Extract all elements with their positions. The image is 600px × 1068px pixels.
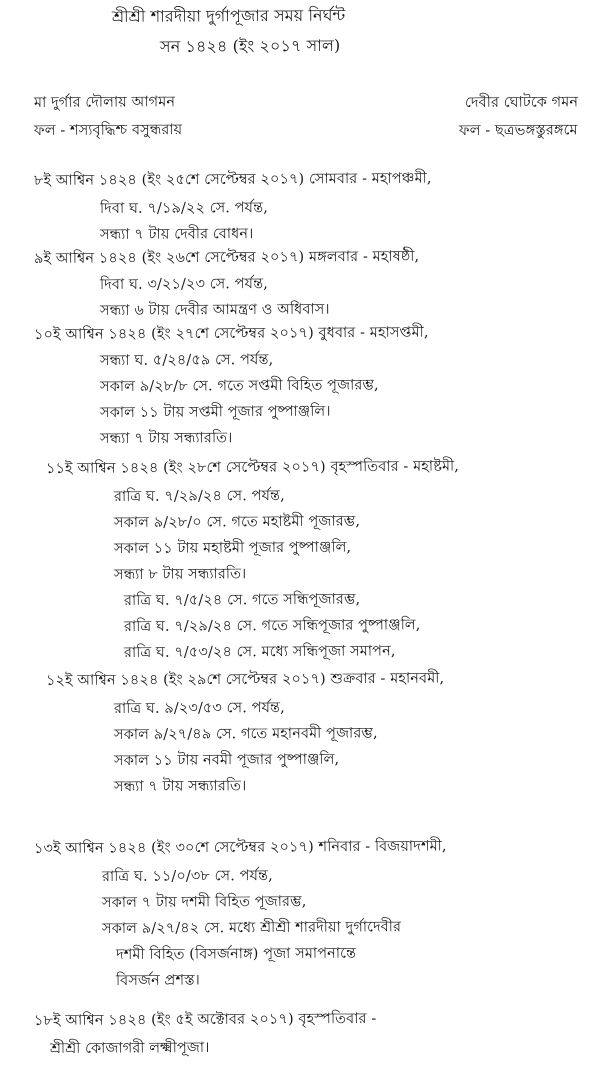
day-line: রাত্রি ঘ. ৭/৫/২৪ সে. গতে সন্ধিপূজারম্ভ, bbox=[123, 591, 361, 609]
day-line: সন্ধ্যা ৭ টায় সন্ধ্যারতি। bbox=[99, 430, 233, 447]
day-heading: ১৮ই আশ্বিন ১৪২৪ (ইং ৫ই অক্টোবর ২০১৭) বৃহস্পতিবার - bbox=[33, 1010, 377, 1029]
page-title: শ্রীশ্রী শারদীয়া দুর্গাপূজার সময় নির্ঘন্ট bbox=[111, 5, 346, 26]
day-line: সকাল ৯/২৭/৪২ সে. মধ্যে শ্রীশ্রী শারদীয়া দুর্গাদেবীর bbox=[101, 919, 402, 937]
day-line: দিবা ঘ. ৩/২১/২৩ সে. পর্যন্ত, bbox=[99, 275, 268, 293]
day-line: রাত্রি ঘ. ১১/০/৩৮ সে. পর্যন্ত, bbox=[101, 867, 273, 885]
day-line: রাত্রি ঘ. ৯/২৩/৫৩ সে. পর্যন্ত, bbox=[113, 699, 285, 717]
day-line: রাত্রি ঘ. ৭/২৯/২৪ সে. গতে সন্ধিপূজার পুষ্পাঞ্জলি, bbox=[123, 617, 421, 635]
day-line: সন্ধ্যা ৬ টায় দেবীর আমন্ত্রণ ও অধিবাস। bbox=[99, 301, 330, 319]
day-line: দিবা ঘ. ৭/১৯/২২ সে. পর্যন্ত, bbox=[99, 199, 268, 217]
day-heading: ১২ই আশ্বিন ১৪২৪ (ইং ২৯শে সেপ্টেম্বর ২০১৭) শুক্রবার - মহানবমী, bbox=[45, 670, 445, 689]
day-heading: ১৩ই আশ্বিন ১৪২৪ (ইং ৩০শে সেপ্টেম্বর ২০১৭) শনিবার - বিজয়াদশমী, bbox=[33, 838, 447, 857]
day-line: রাত্রি ঘ. ৭/২৯/২৪ সে. পর্যন্ত, bbox=[113, 487, 285, 505]
arrival-text: মা দুর্গার দৌলায় আগমন bbox=[33, 94, 176, 111]
day-line: সকাল ১১ টায় নবমী পূজার পুষ্পাঞ্জলি, bbox=[113, 751, 340, 769]
day-line: সকাল ৭ টায় দশমী বিহিত পূজারম্ভ, bbox=[101, 893, 307, 911]
day-line: শ্রীশ্রী কোজাগরী লক্ষ্মীপূজা। bbox=[49, 1040, 210, 1057]
departure-text: দেবীর ঘোটকে গমন bbox=[464, 94, 579, 111]
day-line: সকাল ৯/২৮/০ সে. গতে মহাষ্টমী পূজারম্ভ, bbox=[113, 513, 361, 531]
day-line: রাত্রি ঘ. ৭/৫৩/২৪ সে. মধ্যে সন্ধিপূজা সমাপন, bbox=[123, 643, 396, 661]
day-line: বিসর্জন প্রশস্ত। bbox=[115, 972, 201, 989]
day-line: সকাল ৯/২৭/৪৯ সে. গতে মহানবমী পূজারম্ভ, bbox=[113, 725, 378, 743]
day-heading: ১১ই আশ্বিন ১৪২৪ (ইং ২৮শে সেপ্টেম্বর ২০১৭) বৃহস্পতিবার - মহাষ্টমী, bbox=[45, 458, 460, 477]
departure-result: ফল - ছত্রভঙ্গস্তুরঙ্গমে bbox=[459, 122, 579, 139]
day-heading: ১০ই আশ্বিন ১৪২৪ (ইং ২৭শে সেপ্টেম্বর ২০১৭) বুধবার - মহাসপ্তমী, bbox=[33, 324, 429, 343]
day-line: সন্ধ্যা ঘ. ৫/২৪/৫৯ সে. পর্যন্ত, bbox=[99, 351, 274, 369]
day-line: সন্ধ্যা ৮ টায় সন্ধ্যারতি। bbox=[113, 566, 247, 583]
day-line: সকাল ৯/২৮/৮ সে. গতে সপ্তমী বিহিত পূজারম্ভ, bbox=[99, 377, 379, 395]
day-line: সন্ধ্যা ৭ টায় দেবীর বোধন। bbox=[99, 226, 254, 243]
day-line: সকাল ১১ টায় সপ্তমী পূজার পুষ্পাঞ্জলি। bbox=[99, 403, 331, 421]
day-heading: ৯ই আশ্বিন ১৪২৪ (ইং ২৬শে সেপ্টেম্বর ২০১৭) মঙ্গলবার - মহাষষ্ঠী, bbox=[33, 248, 420, 267]
day-heading: ৮ই আশ্বিন ১৪২৪ (ইং ২৫শে সেপ্টেম্বর ২০১৭) সোমবার - মহাপঞ্চমী, bbox=[33, 170, 432, 189]
day-line: সন্ধ্যা ৭ টায় সন্ধ্যারতি। bbox=[113, 778, 247, 795]
day-line: সকাল ১১ টায় মহাষ্টমী পূজার পুষ্পাঞ্জলি, bbox=[113, 539, 352, 557]
page-year: সন ১৪২৪ (ইং ২০১৭ সাল) bbox=[159, 35, 341, 56]
day-line: দশমী বিহিত (বিসর্জনাঙ্গ) পূজা সমাপনান্তে bbox=[115, 945, 357, 963]
arrival-result: ফল - শস্যবৃদ্ধিশ্চ বসুন্ধরায় bbox=[33, 122, 183, 139]
